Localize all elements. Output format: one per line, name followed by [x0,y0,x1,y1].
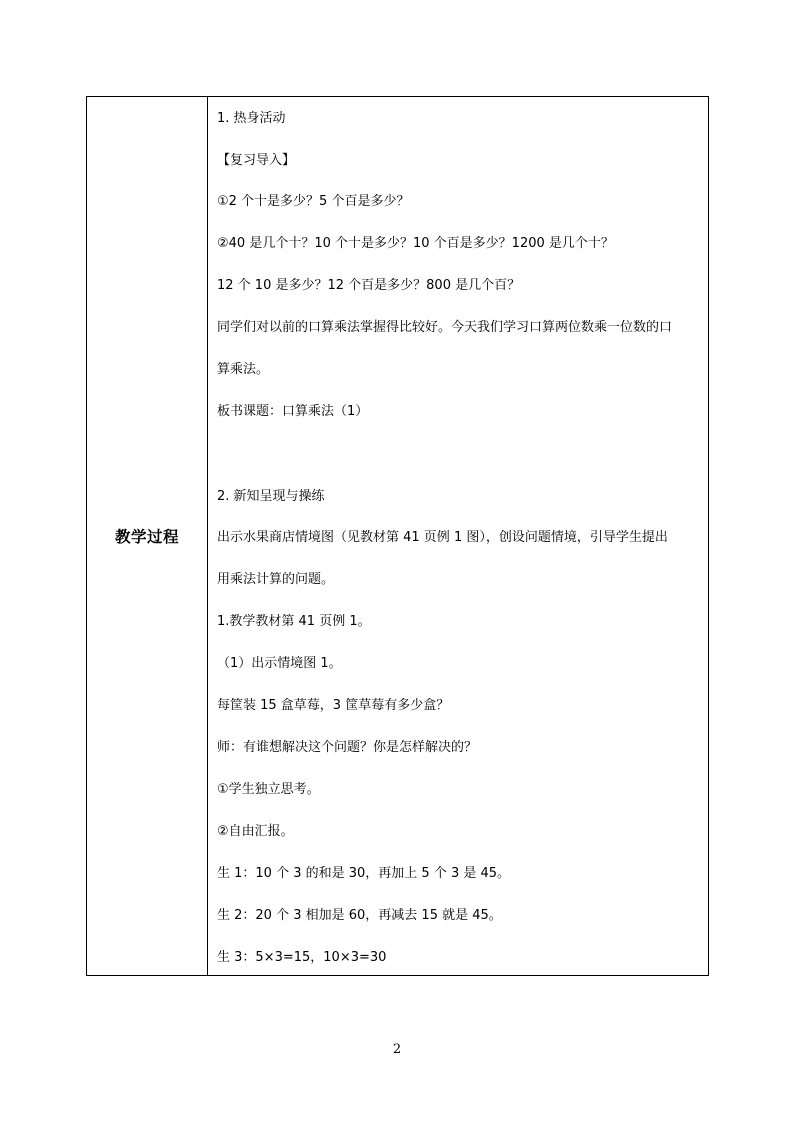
show-scenario-1: （1）出示情境图 1。 [217,656,342,671]
intro-paragraph-line-2: 算乘法。 [217,362,270,377]
review-intro-heading: 【复习导入】 [217,153,296,168]
review-question-2: ②40 是几个十？10 个十是多少？10 个百是多少？1200 是几个十？ [217,236,614,251]
student-answer-1: 生 1：10 个 3 的和是 30，再加上 5 个 3 是 45。 [217,866,511,881]
page-number: 2 [392,1042,402,1057]
step-free-report: ②自由汇报。 [217,824,294,839]
scenario-line-1: 出示水果商店情境图（见教材第 41 页例 1 图），创设问题情境，引导学生提出 [217,530,668,545]
heading-warmup: 1. 热身活动 [217,111,286,126]
board-title: 板书课题：口算乘法（1） [217,404,369,419]
intro-paragraph-line-1: 同学们对以前的口算乘法掌握得比较好。今天我们学习口算两位数乘一位数的口 [217,320,673,335]
step-independent-thinking: ①学生独立思考。 [217,782,320,797]
content-cell [208,97,708,975]
heading-new-knowledge: 2. 新知呈现与操练 [217,489,325,504]
section-label: 教学过程 [114,528,179,546]
section-label-cell [87,97,208,975]
example-heading: 1.教学教材第 41 页例 1。 [217,614,371,629]
student-answer-3: 生 3：5×3=15，10×3=30 [217,950,387,965]
scenario-line-2: 用乘法计算的问题。 [217,572,335,587]
review-question-1: ①2 个十是多少？5 个百是多少？ [217,194,410,209]
lesson-plan-table [86,96,709,976]
teacher-question: 师：有谁想解决这个问题？你是怎样解决的？ [217,740,478,755]
strawberry-question: 每筐装 15 盒草莓，3 筐草莓有多少盒？ [217,698,450,713]
student-answer-2: 生 2：20 个 3 相加是 60，再减去 15 就是 45。 [217,908,502,923]
review-question-3: 12 个 10 是多少？12 个百是多少？800 是几个百？ [217,278,521,293]
